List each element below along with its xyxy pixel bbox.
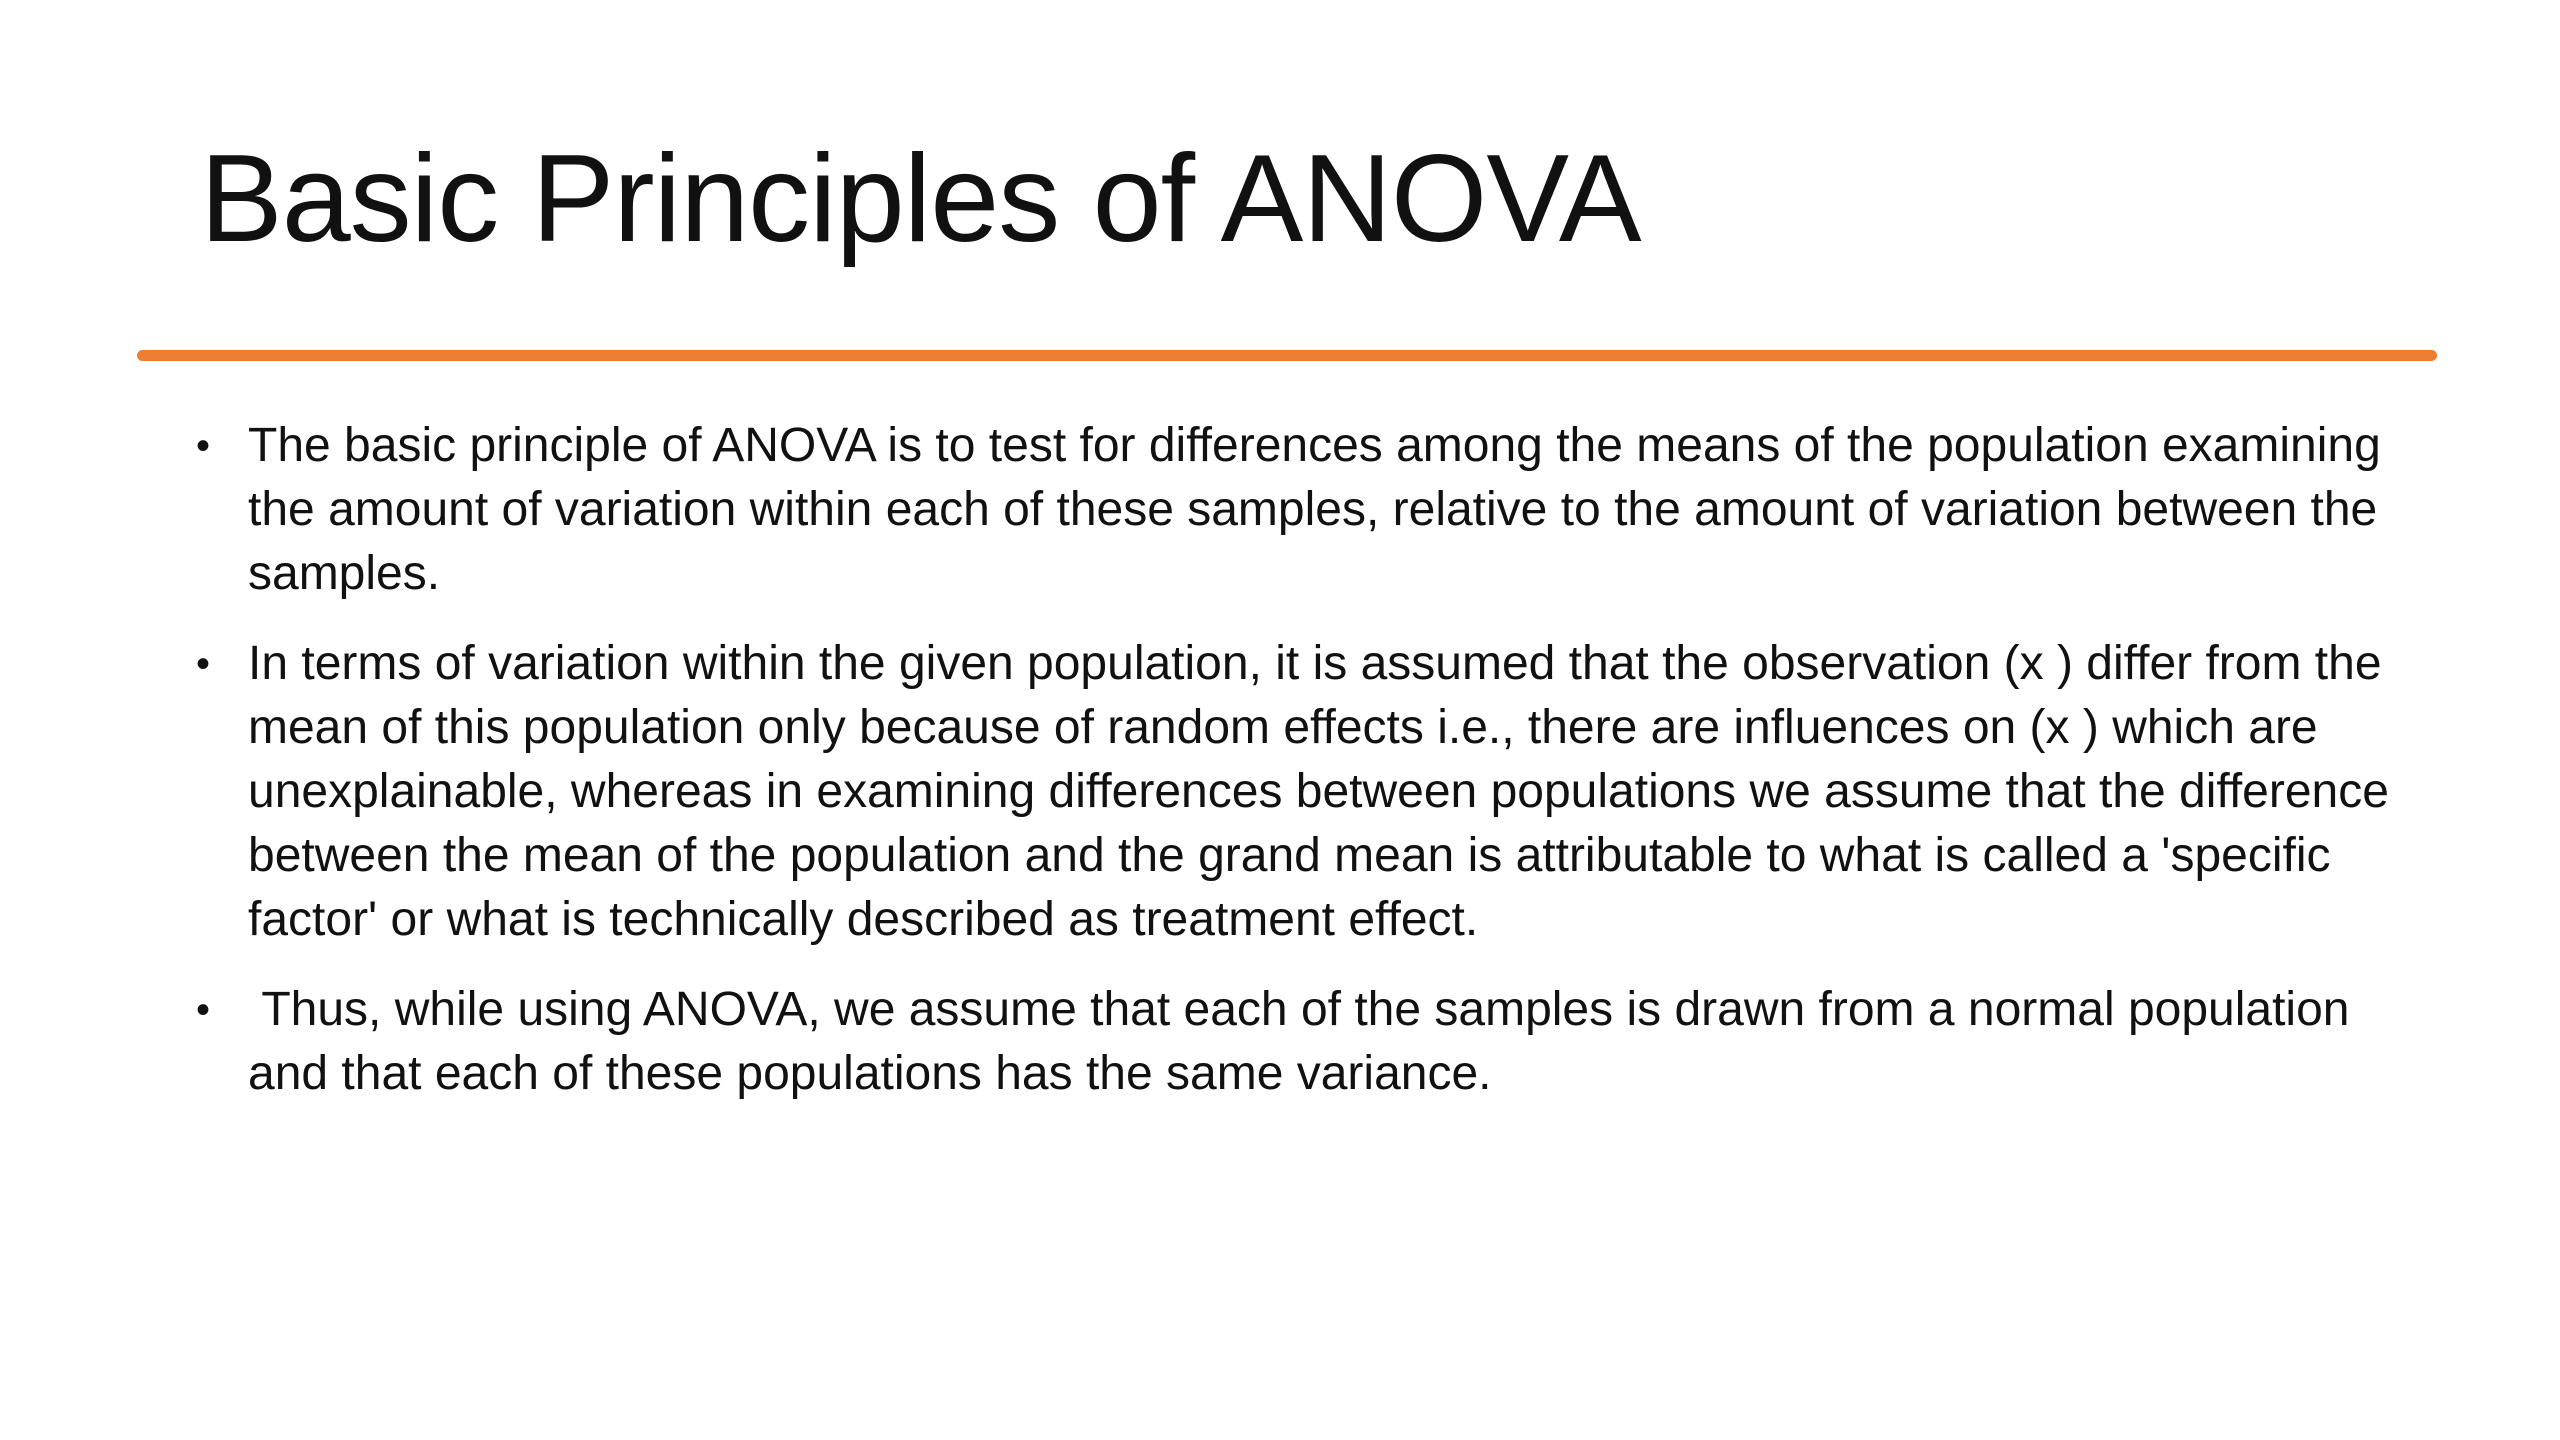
- bullet-dot-icon: •: [196, 642, 211, 686]
- bullet-list: [196, 414, 2403, 1132]
- bullet-text: In terms of variation within the given population, it is assumed that the observation (x ) differ from the mean of this population only because of random effects i.e., there are influences on (x ) which are unexplainable, whereas in examining differences between populations we assume that the difference between the mean of the population and the grand mean is attributable to what is called a 'specific factor' or what is technically described as treatment effect.: [248, 637, 2403, 946]
- bullet-text: The basic principle of ANOVA is to test for differences among the means of the population examining the amount of variation within each of these samples, relative to the amount of variation between the samples.: [248, 419, 2395, 600]
- bullet-dot-icon: •: [196, 424, 211, 468]
- bullet-item: [196, 978, 2400, 1106]
- bullet-item: [196, 632, 2403, 952]
- bullet-text: Thus, while using ANOVA, we assume that each of the samples is drawn from a normal population and that each of these populations has the same variance.: [248, 983, 2363, 1100]
- bullet-item: [196, 414, 2400, 606]
- title-underline-rule: [137, 350, 2437, 361]
- slide-title: Basic Principles of ANOVA: [200, 130, 1641, 268]
- bullet-dot-icon: •: [196, 988, 211, 1032]
